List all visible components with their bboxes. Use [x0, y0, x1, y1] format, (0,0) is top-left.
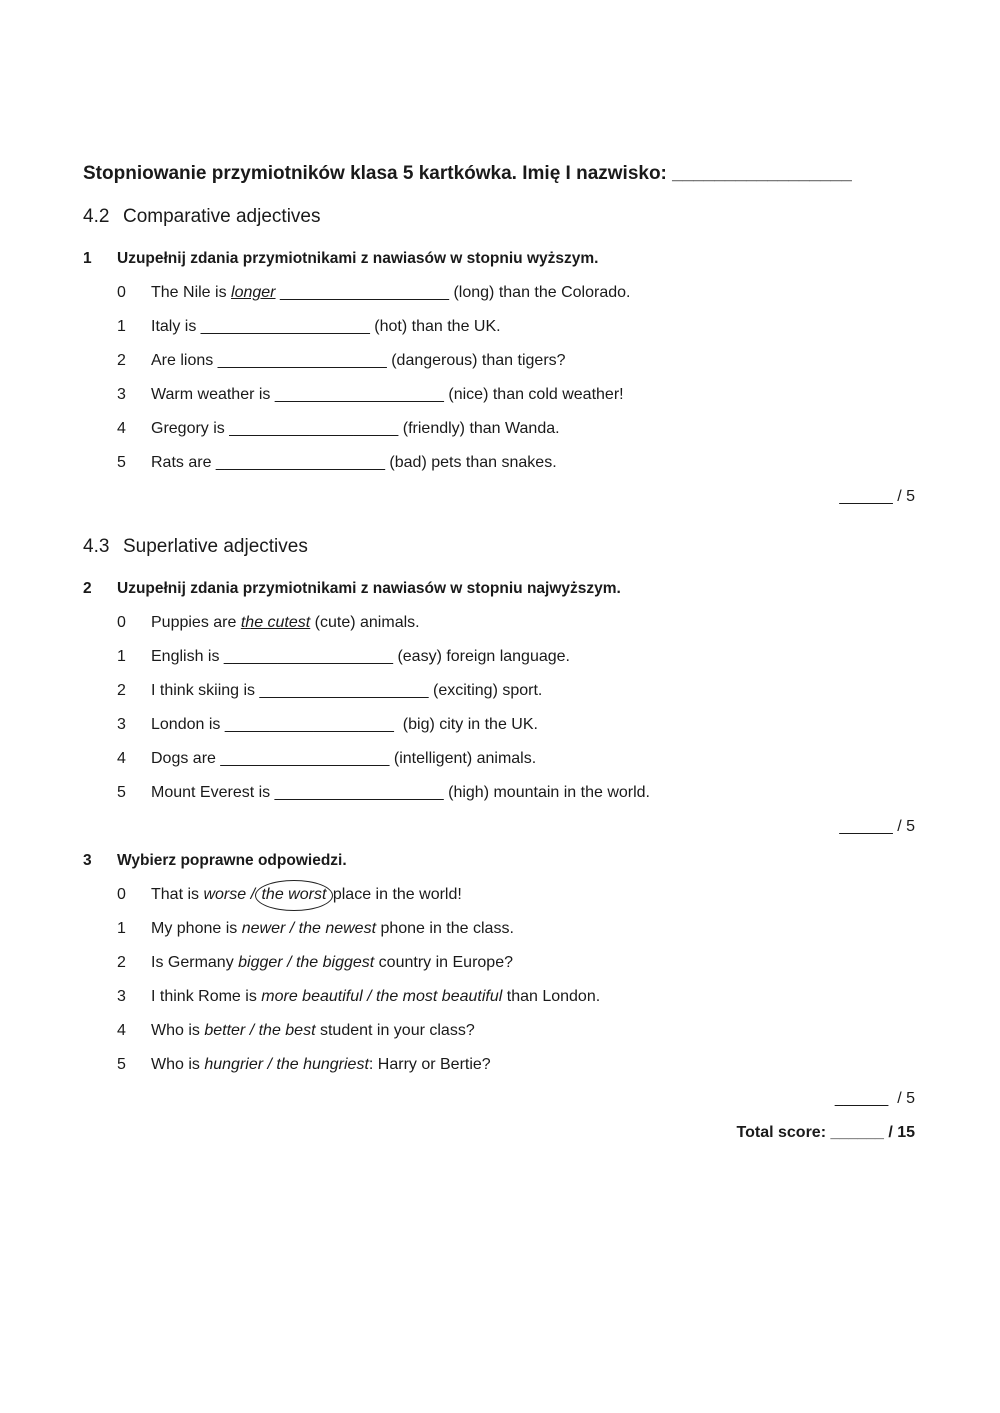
answer-options: bigger / the biggest — [238, 954, 375, 971]
item-text: student in your class? — [315, 1022, 475, 1039]
instruction-text: Wybierz poprawne odpowiedzi. — [117, 852, 347, 869]
exercise-2-instruction — [83, 580, 621, 598]
ex3-item-1 — [117, 920, 514, 938]
item-text: Mount Everest is ___________________ (high) mountain in the world. — [151, 784, 650, 801]
item-text: (cute) animals. — [310, 614, 420, 631]
ex2-item-1 — [117, 648, 570, 666]
item-number: 0 — [117, 284, 126, 301]
item-text: Who is — [151, 1056, 205, 1073]
item-number: 4 — [117, 420, 126, 437]
item-number: 4 — [117, 750, 126, 767]
item-number: 2 — [117, 352, 126, 369]
item-number: 1 — [117, 920, 126, 937]
ex2-item-4 — [117, 750, 536, 768]
item-text: than London. — [502, 988, 601, 1005]
answer-options: hungrier / the hungriest — [204, 1056, 369, 1073]
item-text: Dogs are ___________________ (intelligent) animals. — [151, 750, 537, 767]
section-heading-comparative — [83, 206, 320, 228]
section-heading-superlative — [83, 536, 308, 558]
section-number: 4.3 — [83, 536, 110, 557]
item-text: English is ___________________ (easy) foreign language. — [151, 648, 570, 665]
item-number: 1 — [117, 318, 126, 335]
item-text: Who is — [151, 1022, 205, 1039]
item-number: 2 — [117, 682, 126, 699]
item-text: Puppies are — [151, 614, 241, 631]
item-text: Warm weather is ___________________ (nice) than cold weather! — [151, 386, 624, 403]
answer-options: newer / the newest — [241, 920, 377, 937]
ex2-item-5 — [117, 784, 650, 802]
item-text: I think skiing is ___________________ (exciting) sport. — [151, 682, 543, 699]
exercise-number: 3 — [83, 852, 92, 869]
section-title: Superlative adjectives — [123, 536, 308, 557]
exercise-number: 2 — [83, 580, 92, 597]
ex3-item-2 — [117, 954, 513, 972]
item-text: ___________________ (long) than the Colorado. — [275, 284, 631, 301]
item-text: Is Germany — [151, 954, 239, 971]
section-number: 4.2 — [83, 206, 110, 227]
ex3-item-3 — [117, 988, 600, 1006]
instruction-text: Uzupełnij zdania przymiotnikami z nawiasów w stopniu najwyższym. — [117, 580, 621, 597]
ex1-item-1 — [117, 318, 501, 336]
item-text: Rats are ___________________ (bad) pets than snakes. — [151, 454, 557, 471]
ex1-item-3 — [117, 386, 624, 404]
item-number: 4 — [117, 1022, 126, 1039]
item-number: 3 — [117, 716, 126, 733]
ex3-item-0 — [117, 886, 462, 904]
ex2-item-3 — [117, 716, 538, 734]
ex1-item-2 — [117, 352, 566, 370]
instruction-text: Uzupełnij zdania przymiotnikami z nawiasów w stopniu wyższym. — [117, 250, 599, 267]
ex2-item-0 — [117, 614, 420, 632]
item-text: I think Rome is — [151, 988, 262, 1005]
page-title: Stopniowanie przymiotników klasa 5 kartkówka. Imię I nazwisko: _________________ — [83, 163, 852, 184]
item-number: 3 — [117, 988, 126, 1005]
item-text: country in Europe? — [374, 954, 513, 971]
ex3-item-4 — [117, 1022, 475, 1040]
exercise-1-score: ______ / 5 — [839, 488, 915, 505]
item-text: London is ___________________ (big) city in the UK. — [151, 716, 538, 733]
ex1-item-0 — [117, 284, 630, 302]
ex3-item-5 — [117, 1056, 491, 1074]
exercise-3-instruction — [83, 852, 347, 870]
exercise-3-score: ______ / 5 — [834, 1090, 915, 1107]
ex2-item-2 — [117, 682, 542, 700]
item-number: 5 — [117, 1056, 126, 1073]
total-score: Total score: ______ / 15 — [736, 1124, 915, 1141]
ex1-item-4 — [117, 420, 560, 438]
item-text: Are lions ___________________ (dangerous) than tigers? — [151, 352, 566, 369]
example-answer: longer — [231, 284, 276, 301]
item-text: My phone is — [151, 920, 242, 937]
exercise-1-instruction — [83, 250, 598, 268]
example-answer: the cutest — [240, 614, 311, 631]
section-title: Comparative adjectives — [123, 206, 321, 227]
item-number: 5 — [117, 454, 126, 471]
item-number: 2 — [117, 954, 126, 971]
ex1-item-5 — [117, 454, 557, 472]
item-number: 1 — [117, 648, 126, 665]
answer-options: better / the best — [204, 1022, 316, 1039]
item-text: place in the world! — [328, 886, 462, 903]
item-text: phone in the class. — [376, 920, 514, 937]
item-number: 3 — [117, 386, 126, 403]
item-text: Gregory is ___________________ (friendly) than Wanda. — [151, 420, 560, 437]
exercise-number: 1 — [83, 250, 92, 267]
item-text: Italy is ___________________ (hot) than the UK. — [151, 318, 501, 335]
item-number: 0 — [117, 614, 126, 631]
item-text: The Nile is — [151, 284, 232, 301]
item-text: That is — [151, 886, 204, 903]
exercise-2-score: ______ / 5 — [839, 818, 915, 835]
item-text: : Harry or Bertie? — [368, 1056, 491, 1073]
item-number: 5 — [117, 784, 126, 801]
answer-options: more beautiful / the most beautiful — [261, 988, 503, 1005]
answer-option: worse / — [203, 886, 260, 903]
circled-answer: the worst — [261, 886, 327, 903]
item-number: 0 — [117, 886, 126, 903]
